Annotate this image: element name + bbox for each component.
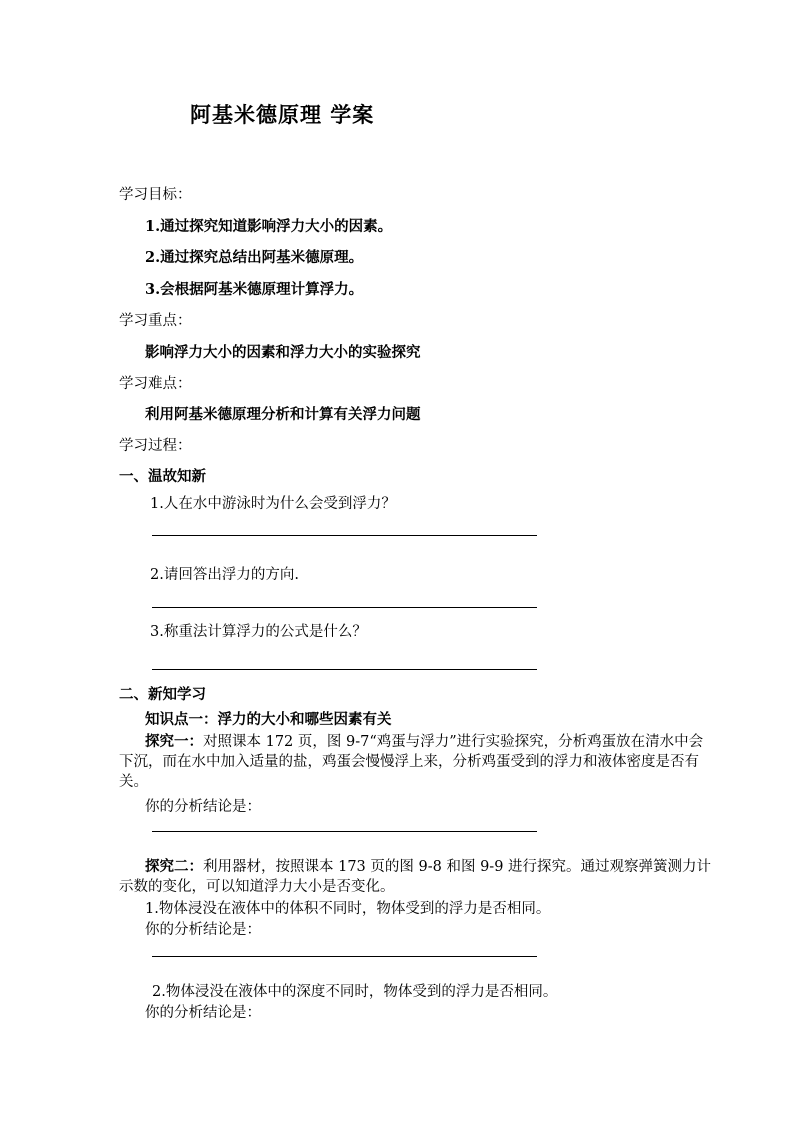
goals-label: 学习目标： — [119, 187, 192, 203]
explore-1-paragraph — [119, 732, 713, 792]
answer-line-5[interactable] — [152, 956, 537, 957]
explore-2-label: 探究二： — [145, 858, 203, 875]
difficulty-text: 利用阿基米德原理分析和计算有关浮力问题 — [145, 406, 421, 423]
conclusion-label-2: 你的分析结论是： — [145, 922, 261, 938]
goal-item-1: 1.通过探究知道影响浮力大小的因素。 — [145, 218, 393, 235]
review-heading: 一、温故知新 — [119, 468, 206, 485]
explore-2-question-2: 2.物体浸没在液体中的深度不同时，物体受到的浮力是否相同。 — [152, 984, 558, 1000]
conclusion-label-1: 你的分析结论是： — [145, 799, 261, 815]
conclusion-label-3: 你的分析结论是： — [145, 1005, 261, 1021]
review-question-3: 3.称重法计算浮力的公式是什么？ — [150, 624, 367, 640]
goal-item-2: 2.通过探究总结出阿基米德原理。 — [145, 249, 364, 266]
answer-line-4[interactable] — [152, 831, 537, 832]
knowledge-point-1: 知识点一：浮力的大小和哪些因素有关 — [145, 711, 392, 728]
process-label: 学习过程： — [119, 438, 192, 454]
explore-2-text: 利用器材，按照课本 173 页的图 9-8 和图 9-9 进行探究。通过观察弹簧测力计示数的变化，可以知道浮力大小是否变化。 — [119, 859, 712, 895]
answer-line-1[interactable] — [152, 535, 537, 536]
answer-line-3[interactable] — [152, 669, 537, 670]
explore-2-question-1: 1.物体浸没在液体中的体积不同时，物体受到的浮力是否相同。 — [145, 901, 551, 917]
page-title: 阿基米德原理 学案 — [190, 102, 375, 127]
difficulty-label: 学习难点： — [119, 376, 192, 392]
explore-2-paragraph — [119, 857, 713, 897]
goal-item-3: 3.会根据阿基米德原理计算浮力。 — [145, 281, 364, 298]
review-question-2: 2.请回答出浮力的方向. — [150, 567, 299, 583]
focus-label: 学习重点： — [119, 313, 192, 329]
explore-1-text: 对照课本 172 页，图 9-7“鸡蛋与浮力”进行实验探究，分析鸡蛋放在清水中会下沉，而在水中加入适量的盐，鸡蛋会慢慢浮上来，分析鸡蛋受到的浮力和液体密度是否有关。 — [119, 734, 704, 790]
review-question-1: 1.人在水中游泳时为什么会受到浮力？ — [150, 496, 396, 512]
answer-line-2[interactable] — [152, 607, 537, 608]
explore-1-label: 探究一： — [145, 733, 203, 750]
newknow-heading: 二、新知学习 — [119, 686, 206, 703]
focus-text: 影响浮力大小的因素和浮力大小的实验探究 — [145, 344, 421, 361]
